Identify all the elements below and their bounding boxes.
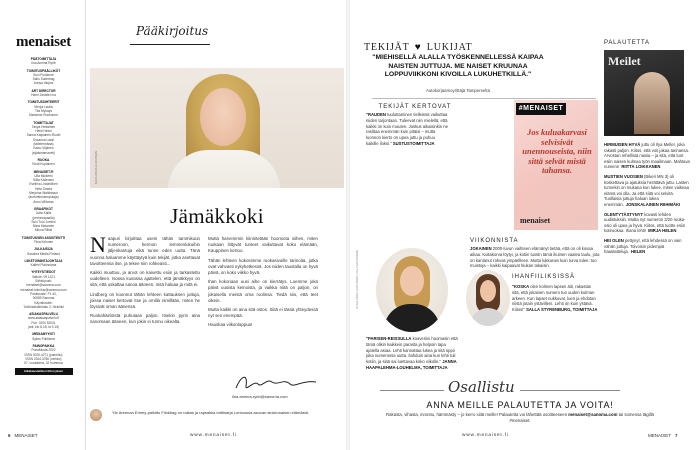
tv-tip-caption: Yle Areenan Emmy-palkittu Flinkbag on raikas ja rapsakka brittisarja Lontoossa asuvan sinkkunaisen elämästä.	[112, 410, 309, 415]
hashtag-badge: #MENAISET	[516, 103, 566, 115]
editorial-paragraph: Kaikki muuttuu, ja arvot on kaivettu esiin ja tarkastettu uudelleen. Isossa kuvassa ajattelen, että jämäkkyys on sitä, että uskaltaa sanoa ääneen, mitä haluaa ja mitä ei.	[90, 270, 200, 288]
masthead-block-heading: ASIAKASPALVELU	[29, 312, 58, 317]
masthead-block	[6, 259, 81, 268]
section-header: TEKIJÄT ♥ LUKIJAT	[364, 42, 473, 53]
folio-brand: MENAISET	[648, 433, 672, 438]
feedback-letters	[604, 142, 690, 255]
page-number: 6	[8, 433, 11, 438]
card-logo: menaiset	[520, 216, 551, 225]
editor-signature	[232, 372, 322, 394]
photo-credit-right: KUVA ANNA HUOVINEN, OLLI SALONIEMI	[355, 250, 359, 309]
feedback-heading: PALAUTETTA	[604, 40, 650, 46]
masthead-block-text: Merjut Laulla Tiia Myhays Marianne Ruokonen	[29, 104, 58, 118]
masthead-block-text: PunaMusta 2022 ISSN 0025-4271 (painettu) ISSN 2344-3766 (verkko) 57. vuosikerta, 32 numeroa	[24, 348, 63, 366]
masthead-block-text: Suvi Puolanne Sallu Soderbag Annya Varjani	[32, 72, 55, 86]
feedback-cta-text: Rakasta, vihasta, innostu, hämmästy – jo kerro siitä meille! Palautetta voi lähettää osoitteeseen menaiset@sanoma.com tai somessa tägillä #menaiset.	[386, 412, 654, 423]
page-number: 7	[675, 433, 678, 438]
cover-logo: Meilet	[608, 54, 641, 68]
divider	[372, 98, 596, 99]
masthead-block-text: Harni Jänisten na	[31, 93, 56, 98]
weekly-text: JOKAINEN 2000-luvun vaihteen elämänyt tietää, että on oli kovaa aikaa. Kultakorva löytyi, ja kotiin tuotiin tämä ikuinen vaalea taulu, jota on kantanut rahvas ympärilleen. Mutta lukkarain kuin turva tulee: tuo muistoja – kaikki kaipaavat hiukan takaisin.	[470, 246, 600, 269]
reader-quote-attribution: Autokorjaamoyrittäjä Tampereelta	[426, 88, 490, 93]
masthead-block-heading: YHTEYSTIEDOT	[31, 270, 56, 275]
masthead-block-heading: PÄÄTOIMITTAJA	[30, 57, 57, 61]
masthead-block	[6, 57, 81, 66]
drop-cap: N	[90, 232, 106, 257]
editorial-paragraph: Lindberg on koonnut tähän lehteen kattauksen juttuja, joissa naiset kertovat itse ja omilla nimillään, miten he löysivät oman äänensä.	[90, 291, 200, 310]
editorial-paragraph: Mutta kaikki on aina sitä ostos. Siitä ei tässä yhteydessä nyt sen enempää.	[208, 307, 318, 319]
reader-photo-1	[376, 248, 448, 332]
editorial-title: Jämäkkoki	[170, 204, 264, 228]
masthead-block	[6, 236, 81, 245]
masthead-logo: menaiset	[15, 34, 72, 50]
feedback-letter: HIRMUISEN HYVÄ juttu oli Ilya Meller, joka rakasti paljon. Kiitos, että voit jakaa tarinansa. Arvostan rehellisiä naisia – ja sitä, että tuot esiin naisen kulmaa työn maailmaan. Mahtava numero! RIITTA LOIKKANEN	[604, 142, 690, 170]
editorial-column-2	[208, 236, 318, 332]
masthead-block-heading: TOIMITTAJAT	[33, 120, 54, 125]
portrait-face	[200, 88, 246, 146]
feedback-letter: MUSTIEN VUOSIEN (Bikeri MN 3) oli koskettava ja ajatuksia herättävä juttu. Lasten tunnekin on mukana kun lukee, miten vaikeaa elämä voi olla. Ja että siitä voi selvitä. Tuollaisia juttuja haluan lukea enemmän. JONSKALAINEN RIIHIMÄKI	[604, 173, 689, 207]
feedback-column	[604, 40, 690, 259]
masthead-block	[6, 89, 81, 98]
makers-text: "RAUDEN tuuluttaminen tielleissä vaikuttaa niiden tarjontaan. Tuleevat niin mielellä, että kaikki on kuin muuten. Joskus aikaisinkin ne rasittaa enemmän kuin pitäisi – mutta luonnon kierto on upea juttu ja puhuu kaikille iloksi." SUSTUSTOIMITTAJA	[366, 112, 448, 146]
masthead-block-text: Tiina Kirlonen	[33, 239, 54, 244]
masthead-block-heading: ART DIRECTOR	[31, 88, 56, 93]
editorial-paragraph: Hauskaa viikonloppua!	[208, 322, 253, 328]
masthead-block-heading: MEDIAMYYNTI	[32, 332, 55, 337]
masthead-block-text: Vaihde: 09 1221 Sähköposti: menaiset@sanoma.com menaiset.toimitus@sanoma.com Postiosoite: PL 40, 00089 Sanoma Käyntiosoite: Toölönlahdenkatu 2, Helsinki	[20, 274, 67, 309]
feedback-byline: JONSKALAINEN RIIHIMÄKI	[625, 201, 681, 207]
masthead-block-text: Ulla Muikemi Sillia Kallerson Evellina Lindahlihen Heta Smeta Merjoina Wahlisbaut (äurtohtimusmputaja) Annu Wilkman	[28, 173, 59, 204]
editorial-paragraph: Tähän lehteen kokosimme ruokasivuille tarinoita, jotka ovat vahvasti nykyhetkessä. Jos niiden taustalla on hyvä päivä, on koko viikko hyvä.	[208, 257, 318, 276]
editorial-column-1	[90, 232, 200, 329]
editorial-paragraph: Naapuri kirjoittaa usein tähän tammikuun numeroon, hermon lemmenlukuihin jäljenkantuja eikä tunne edes uutta. Tänä vuonna haluamme käyttäytyä kuin tekijät, jotka asettavat tavoitteensa itse, ja tekee niin rohkeasti...	[90, 232, 200, 266]
masthead-block-text: Jutta Kallis (perhevapaalla) Suvi Tuui Jumiho Niina Melander Minna Riikki	[31, 211, 56, 233]
divider-left	[380, 390, 444, 391]
masthead-block-text: Sanoma Media Finland	[27, 251, 60, 256]
masthead-block-text: Ilna Armina Ryrib	[31, 61, 56, 66]
feedback-byline: HELEN	[630, 249, 646, 255]
feedback-email[interactable]: menaiset@sanoma.com	[568, 412, 618, 417]
instagram-quote-text: Jos kuluakarvasi selvisivät unennouseista, niin sittä selvät mistä tahansa.	[522, 127, 592, 175]
association-badge: Aikakauslehtien liiton jäsen	[15, 368, 73, 375]
feedback-byline: RIITTA LOIKKANEN	[621, 164, 661, 170]
makers-byline: SUSTUSTOIMITTAJA	[392, 140, 435, 146]
weekly-heading: VIIKONNISTA	[470, 238, 519, 244]
masthead-block	[6, 100, 81, 117]
feedback-cta-title: ANNA MEILLE PALAUTETTA JA VOITA!	[426, 400, 614, 410]
editorial-paragraph: Ihan kokonaan uusi aihe on kierrätys. Luemme joka päivä uusista keinoista, ja vaikka niitä on paljon, on jokaisella meistä oma roolinsa. Tiedä siis, että teet oikein.	[208, 279, 318, 303]
folio-left	[8, 433, 38, 438]
masthead-block	[6, 247, 81, 256]
masthead-block	[6, 170, 81, 204]
masthead-block-heading: TOIMITUSSIHTEERIT	[27, 100, 60, 105]
masthead-block	[6, 332, 81, 341]
masthead-block-heading: GRAAFIKOT	[34, 206, 53, 211]
masthead-block-heading: TOIMITUKSEN ASSISTENTTI	[21, 235, 66, 240]
reader-letter-paris: "PARISEN-REISSULLA koaveriini huomasin että tämä olikin kaikkein parasta ja helpoin tapa ajatella asiaa. Lehti kannattaa lukea ja sitä oppii joka numerossa uutta. Ilahduin aina kun lehti tuli kotiin, ja siitä sai luettavaa koko viikolle." JANNA HAAPALEHMA-LOUHELMA, TOIMITTAJA	[366, 336, 458, 370]
mood-heading: IHANFIILIKSISSÄ	[512, 274, 576, 280]
page-gutter	[346, 0, 350, 450]
heart-icon: ♥	[414, 42, 422, 53]
masthead-block	[6, 344, 81, 365]
website-url-right[interactable]: www.menaiset.fi	[462, 433, 509, 438]
participate-script: Osallistu	[448, 378, 515, 396]
editor-email[interactable]: ilna.armina-ryrib@sanoma.com	[232, 394, 288, 399]
mood-byline: SALLA STYRENBURG, TOIMITTAJA	[526, 307, 598, 313]
makers-heading: TEKIJÄT KERTOVAT	[378, 104, 452, 110]
masthead-block-text: www.asiakaspalvelu.fi Puh. 0200 52001 (ark. klo 8-18, la 9-15)	[27, 316, 60, 330]
portrait-body	[168, 150, 280, 188]
masthead-block-heading: TOIMITUSPÄÄLLIKÖT	[26, 68, 61, 73]
masthead-block-text: Katleri Pukinolana	[30, 263, 57, 268]
masthead-column	[0, 0, 86, 450]
caption-thumbnail	[90, 409, 102, 421]
masthead-block	[6, 69, 81, 86]
masthead-block	[6, 312, 81, 329]
photo-credit: KUVA ANNA HUOVINEN	[94, 150, 98, 184]
masthead-block-heading: MENAISET.FI	[33, 169, 54, 174]
section-logo-underline	[130, 44, 210, 45]
masthead-block-text: Kirsti Kupiainen	[32, 162, 55, 167]
reader-byline: JANNA HAAPALEHMA-LOUHELMA, TOIMITTAJA	[366, 359, 457, 370]
feedback-letter: HEI OLEN pettynyt, että lehdessä on vain vähän juttuja. Toivoisin pidempiä haastatteluja. HELEN	[604, 237, 682, 255]
editorial-paragraph: Ruokahäiriöistä puhutaan paljon. Itsekin pyrin aina sanomaan ääneen, kun jokin ei tunnu oikealta.	[90, 313, 200, 325]
folio-right	[648, 433, 678, 438]
divider-right	[520, 390, 620, 391]
reader-quote: "MIEHISELLÄ ALALLA TYÖSKENNELLESSÄ KAIPAA NAISTEN JUTTUJA. ME NAISET KRUUNAA LOPPUVIIKKONI KIVOILLA LUKUHETKILLÄ."	[372, 54, 544, 78]
folio-brand: MENAISET	[14, 433, 38, 438]
website-url[interactable]: www.menaiset.fi	[190, 433, 237, 438]
magazine-cover-thumbnail	[604, 50, 684, 136]
feedback-byline: MIRJA HELEN	[648, 228, 677, 234]
masthead-block	[6, 207, 81, 233]
masthead-block-heading: JULKAISIJA	[34, 247, 53, 252]
editor-portrait-photo	[90, 68, 344, 188]
masthead-block-heading: PAINOPAIKKA	[32, 343, 55, 348]
masthead-block-heading: RUOKA	[37, 157, 50, 162]
masthead-block	[6, 270, 81, 309]
masthead-block	[6, 158, 81, 167]
masthead-block-text: Tanya Heikkinen Heidi Helmi Sanna Kaipainen-Ruuth Susanna Lassi (talletermissa) Kaisu Viljanen (sijaismamaveti)	[26, 124, 61, 155]
masthead-block-heading: LIIKETOIMINTAJOHTAJA	[24, 258, 63, 263]
editorial-paragraph: Mutta harvemmin kiinnitetään huomiota siihen, miten ruokaan liittyvät tunteet vaikuttavat koko elämään, Kauppinen kertoo.	[208, 236, 318, 254]
masthead-block	[6, 121, 81, 155]
section-logo-editorial: Pääkirjoitus	[136, 24, 209, 38]
feedback-letter: OLENTYTÄSTYNYT kovasti lehden uudistuksiin. Mutta nyt numeron 3/20 ruoka-osio oli upea ja hyvä. Kiitos, että tuotte esiin kotiruokaa. Ihana lehti! MIRJA HELEN	[604, 211, 686, 234]
masthead-block-text: Sykes Publicera	[32, 336, 55, 341]
masthead-blocks	[6, 57, 81, 365]
mood-text: "KOSKA olen kolmen lapsen äiti, rakastan sitä, että jokainen numero tuo uuden kulman arkeen. Kun lapset nukkuvat, luen ja ehdotan niistä jotain ystävilleni. Lehti on kuin ystävä. Kiitos!" SALLA STYRENBURG, TOIMITTAJA	[512, 284, 598, 313]
